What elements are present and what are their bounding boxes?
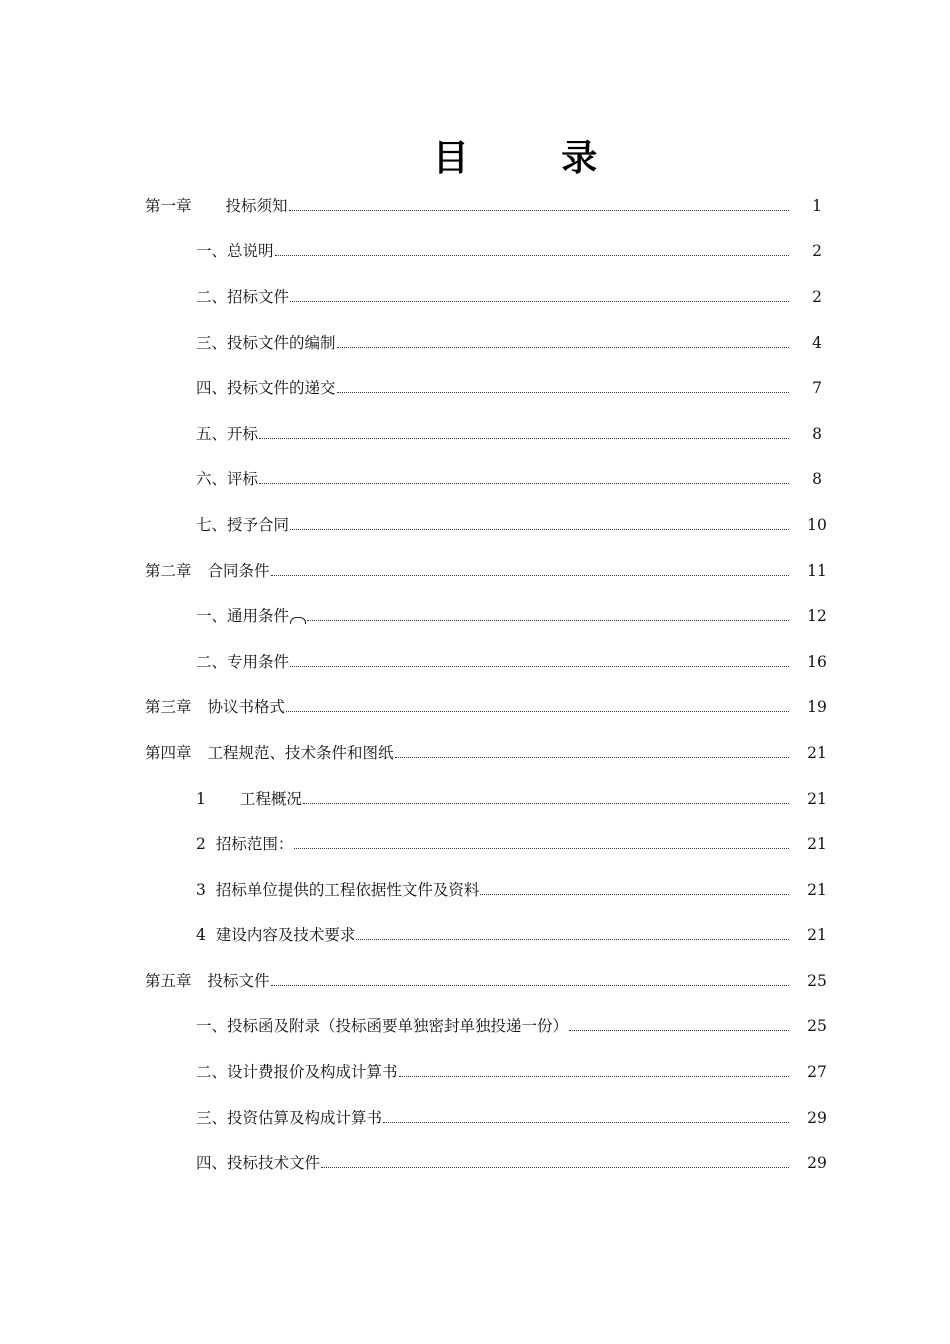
dot-leader <box>321 1167 789 1168</box>
toc-section-entry[interactable] <box>145 320 825 366</box>
toc-entry-number: 三、 <box>196 1108 228 1127</box>
toc-entry-title <box>196 652 289 672</box>
toc-section-entry[interactable] <box>145 1004 825 1050</box>
dot-leader <box>569 1030 789 1031</box>
toc-page-number: 27 <box>807 1063 827 1082</box>
dot-leader <box>286 711 789 712</box>
toc-page-number: 21 <box>807 789 827 808</box>
toc-section-entry[interactable] <box>145 411 825 457</box>
dot-leader <box>290 666 789 667</box>
toc-entry-label: 通用条件 <box>227 607 290 626</box>
dot-leader <box>259 438 789 439</box>
dot-leader <box>399 1076 789 1077</box>
toc-entry-label: 评标 <box>227 470 259 489</box>
toc-entry-label: 工程概况 <box>239 789 302 808</box>
toc-chapter-entry[interactable] <box>145 548 825 594</box>
dot-leader <box>294 848 789 849</box>
toc-page-number: 12 <box>807 607 827 626</box>
toc-entry-label: 总说明 <box>227 242 274 261</box>
toc-entry-number: 五、 <box>196 424 228 443</box>
toc-page-number: 16 <box>807 652 827 671</box>
toc-entry-number: 2 <box>196 835 206 854</box>
edit-mark-icon <box>290 617 306 624</box>
toc-title: 目 录 <box>432 137 638 179</box>
toc-section-entry[interactable] <box>145 913 825 959</box>
toc-page-number: 10 <box>807 515 827 534</box>
toc-entry-title <box>145 196 288 216</box>
toc-entry-label: 招标单位提供的工程依据性文件及资料 <box>215 880 480 899</box>
dot-leader <box>289 210 789 211</box>
toc-entry-label: 投标须知 <box>225 196 288 215</box>
toc-section-entry[interactable] <box>145 776 825 822</box>
toc-page-number: 19 <box>807 698 827 717</box>
toc-entry-title <box>196 333 336 353</box>
toc-page-number: 29 <box>807 1108 827 1127</box>
toc-entry-number: 二、 <box>196 1063 228 1082</box>
toc-page-number: 2 <box>812 287 822 306</box>
toc-entry-number: 第四章 <box>145 743 192 762</box>
toc-entry-number: 一、 <box>196 1017 228 1036</box>
toc-entry-title <box>196 1062 398 1082</box>
toc-entry-number: 1 <box>196 789 206 808</box>
toc-entry-number: 四、 <box>196 1154 228 1173</box>
toc-section-entry[interactable] <box>145 457 825 503</box>
toc-section-entry[interactable] <box>145 502 825 548</box>
dot-leader <box>275 255 789 256</box>
toc-entry-number: 第三章 <box>145 698 192 717</box>
toc-entry-number: 七、 <box>196 515 228 534</box>
dot-leader <box>290 529 789 530</box>
toc-entry-number: 二、 <box>196 287 228 306</box>
toc-entry-number: 二、 <box>196 652 228 671</box>
toc-section-entry[interactable] <box>145 867 825 913</box>
toc-entry-title <box>196 834 293 854</box>
dot-leader <box>337 347 789 348</box>
toc-entry-label: 投标技术文件 <box>227 1154 321 1173</box>
toc-page-number: 21 <box>807 926 827 945</box>
dot-leader <box>259 483 789 484</box>
toc-entry-number: 3 <box>196 880 206 899</box>
toc-entry-title <box>196 1108 382 1128</box>
toc-entry-label: 投标函及附录（投标函要单独密封单独投递一份） <box>227 1017 569 1036</box>
toc-page-number: 8 <box>812 470 822 489</box>
toc-entry-title <box>196 880 479 900</box>
toc-entry-title <box>145 743 394 763</box>
toc-entry-title <box>145 561 270 581</box>
toc-section-entry[interactable] <box>145 821 825 867</box>
toc-chapter-entry[interactable] <box>145 730 825 776</box>
dot-leader <box>356 939 789 940</box>
dot-leader <box>383 1122 789 1123</box>
toc-entry-title <box>145 971 270 991</box>
toc-section-entry[interactable] <box>145 1049 825 1095</box>
toc-entry-label: 设计费报价及构成计算书 <box>227 1063 398 1082</box>
toc-page-number: 25 <box>807 971 827 990</box>
toc-chapter-entry[interactable] <box>145 685 825 731</box>
toc-entry-title <box>196 241 274 261</box>
toc-entry-label: 工程规范、技术条件和图纸 <box>207 743 394 762</box>
toc-entry-number: 第二章 <box>145 561 192 580</box>
toc-section-entry[interactable] <box>145 1140 825 1186</box>
toc-page-number: 1 <box>812 196 822 215</box>
toc-entry-title <box>145 697 285 717</box>
toc-entry-label: 授予合同 <box>227 515 290 534</box>
toc-entry-number: 一、 <box>196 607 228 626</box>
toc-section-entry[interactable] <box>145 229 825 275</box>
toc-entry-title <box>196 515 289 535</box>
toc-page-number: 4 <box>812 333 822 352</box>
toc-section-entry[interactable] <box>145 639 825 685</box>
toc-page-number: 2 <box>812 242 822 261</box>
toc-page-number: 25 <box>807 1017 827 1036</box>
toc-entry-title <box>196 1153 320 1173</box>
toc-entry-title <box>196 469 258 489</box>
toc-section-entry[interactable] <box>145 593 825 639</box>
toc-entry-title <box>196 378 336 398</box>
toc-page-number: 21 <box>807 880 827 899</box>
toc-entry-label: 开标 <box>227 424 259 443</box>
toc-entry-number: 一、 <box>196 242 228 261</box>
toc-entry-title <box>196 925 355 945</box>
toc-entry-label: 投标文件的编制 <box>227 333 336 352</box>
dot-leader <box>290 301 789 302</box>
toc-entry-label: 投资估算及构成计算书 <box>227 1108 383 1127</box>
toc-entry-number: 六、 <box>196 470 228 489</box>
toc-entry-label: 建设内容及技术要求 <box>215 926 356 945</box>
toc-entry-title <box>196 789 302 809</box>
dot-leader <box>337 392 789 393</box>
toc-section-entry[interactable] <box>145 274 825 320</box>
dot-leader <box>271 575 789 576</box>
toc-entry-title <box>196 287 289 307</box>
toc-entry-label: 合同条件 <box>207 561 270 580</box>
toc-page-number: 7 <box>812 379 822 398</box>
toc-entry-title <box>196 424 258 444</box>
toc-section-entry[interactable] <box>145 1095 825 1141</box>
toc-entry-label: 协议书格式 <box>207 698 286 717</box>
toc-chapter-entry[interactable] <box>145 958 825 1004</box>
toc-entry-label: 投标文件 <box>207 971 270 990</box>
toc-page-number: 11 <box>807 561 827 580</box>
toc-page-number: 29 <box>807 1154 827 1173</box>
toc-chapter-entry[interactable] <box>145 183 825 229</box>
toc-entry-number: 第五章 <box>145 971 192 990</box>
dot-leader <box>395 757 789 758</box>
toc-page-number: 8 <box>812 424 822 443</box>
dot-leader <box>307 620 789 621</box>
toc-entry-title <box>196 1016 568 1036</box>
toc-entry-number: 第一章 <box>145 196 192 215</box>
toc-entry-label: 招标文件 <box>227 287 290 306</box>
dot-leader <box>271 985 789 986</box>
toc-entry-label: 投标文件的递交 <box>227 379 336 398</box>
toc-list <box>145 183 825 1186</box>
toc-entry-label: 专用条件 <box>227 652 290 671</box>
toc-entry-number: 四、 <box>196 379 228 398</box>
toc-entry-title <box>196 606 306 626</box>
toc-entry-number: 三、 <box>196 333 228 352</box>
dot-leader <box>303 803 789 804</box>
toc-page-number: 21 <box>807 743 827 762</box>
toc-page-number: 21 <box>807 835 827 854</box>
dot-leader <box>480 894 789 895</box>
toc-entry-label: 招标范围： <box>215 835 294 854</box>
toc-section-entry[interactable] <box>145 365 825 411</box>
toc-entry-number: 4 <box>196 926 206 945</box>
